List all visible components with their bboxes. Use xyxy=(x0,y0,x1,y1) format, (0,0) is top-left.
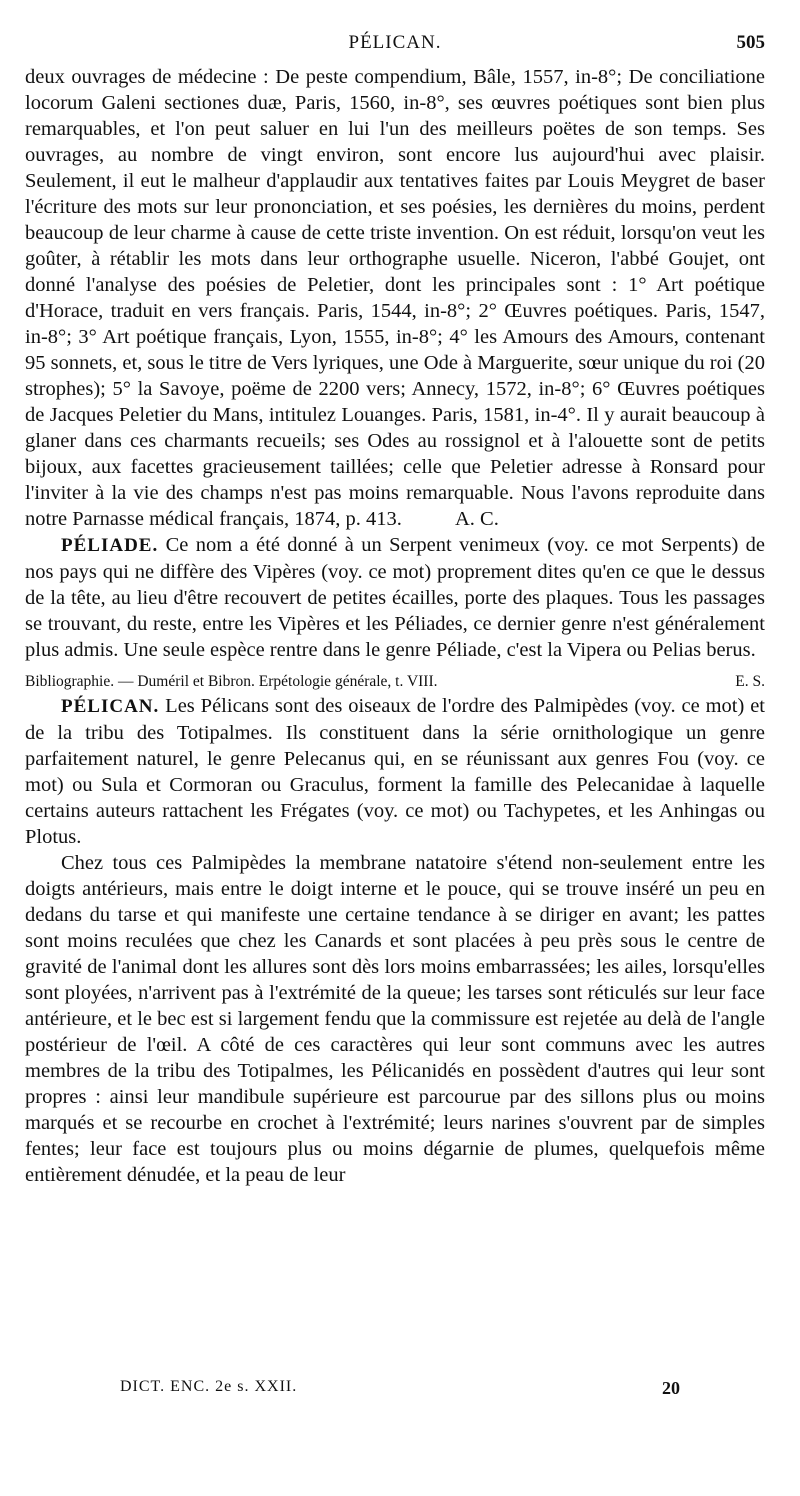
body-text xyxy=(25,64,765,1188)
page-footer xyxy=(120,1378,680,1402)
article-peliade xyxy=(25,532,765,663)
sheet-number: 20 xyxy=(662,1378,680,1398)
running-head xyxy=(25,32,765,56)
headword-pelican: PÉLICAN. xyxy=(61,696,160,717)
pelican-para1: Les Pélicans sont des oiseaux de l'ordre des Palmipèdes (voy. ce mot) et de la tribu des Totipalmes. Ils constituent dans la série ornithologique un genre parfaitement naturel, le genre Pelecanus qui, en se réunissant aux genres Fou (voy. ce mot) ou Sula et Cormoran ou Graculus, forment la famille des Pelecanidae à laquelle certains auteurs rattachent les Frégates (voy. ce mot) ou Tachypetes, et les Anhingas ou Plotus. xyxy=(25,695,765,848)
author-signature: E. S. xyxy=(735,673,765,690)
headword-peliade: PÉLIADE. xyxy=(61,535,159,556)
author-signature: A. C. xyxy=(454,508,499,530)
running-title: PÉLICAN. xyxy=(348,32,442,53)
page-number: 505 xyxy=(736,32,765,53)
article-pelican xyxy=(25,693,765,850)
peliade-text: Ce nom a été donné à un Serpent venimeux (voy. ce mot Serpents) de nos pays qui ne diffère des Vipères (voy. ce mot) proprement dites qu'en ce que le dessus de la tête, au lieu d'être recouvert de petites écailles, porte des plaques. Tous les passages se trouvant, du reste, entre les Vipères et les Péliades, ce dernier genre n'est généralement plus admis. Une seule espèce rentre dans le genre Péliade, c'est la Vipera ou Pelias berus. xyxy=(25,534,765,661)
article-pelican-para2 xyxy=(25,850,765,1188)
bibliography-text: Bibliographie. — Duméril et Bibron. Erpétologie générale, t. VIII. xyxy=(25,673,438,690)
document-page xyxy=(25,0,765,1496)
continuation-text: deux ouvrages de médecine : De peste compendium, Bâle, 1557, in-8°; De conciliatione locorum Galeni sectiones duæ, Paris, 1560, in-8°, ses œuvres poétiques sont bien plus remarquables, et l'on peut saluer en lui l'un des meilleurs poëtes de son temps. Ses ouvrages, au nombre de vingt environ, sont encore lus aujourd'hui avec plaisir. Seulement, il eut le malheur d'applaudir aux tentatives faites par Louis Meygret de baser l'écriture des mots sur leur prononciation, et ses poésies, les dernières du moins, perdent beaucoup de leur charme à cause de cette triste invention. On est réduit, lorsqu'on veut les goûter, à rétablir les mots dans leur orthographe usuelle. Niceron, l'abbé Goujet, ont donné l'analyse des poésies de Peletier, dont les principales sont : 1° Art poétique d'Horace, traduit en vers français. Paris, 1544, in-8°; 2° Œuvres poétiques. Paris, 1547, in-8°; 3° Art poétique français, Lyon, 1555, in-8°; 4° les Amours des Amours, contenant 95 sonnets, et, sous le titre de Vers lyriques, une Ode à Marguerite, sœur unique du roi (20 strophes); 5° la Savoye, poëme de 2200 vers; Annecy, 1572, in-8°; 6° Œuvres poétiques de Jacques Peletier du Mans, intitulez Louanges. Paris, 1581, in-4°. Il y aurait beaucoup à glaner dans ces charmants recueils; ses Odes au rossignol et à l'alouette sont de petits bijoux, aux facettes gracieusement taillées; celle que Peletier adresse à Ronsard pour l'inviter à la vie des champs n'est pas moins remarquable. Nous l'avons reproduite dans notre Parnasse médical français, 1874, p. 413. xyxy=(25,66,765,530)
bibliography-line xyxy=(25,671,765,693)
continuation-paragraph xyxy=(25,64,765,532)
pelican-para2: Chez tous ces Palmipèdes la membrane natatoire s'étend non-seulement entre les doigts antérieurs, mais entre le doigt interne et le pouce, qui se trouve inséré un peu en dedans du tarse et qui manifeste une certaine tendance à se diriger en avant; les pattes sont moins reculées que chez les Canards et sont placées à peu près sous le centre de gravité de l'animal dont les allures sont dès lors moins embarrassées; les ailes, lorsqu'elles sont ployées, n'arrivent pas à l'extrémité de la queue; les tarses sont réticulés sur leur face antérieure, et le bec est si largement fendu que la commissure est rejetée au delà de l'angle postérieur de l'œil. A côté de ces caractères qui leur sont communs avec les autres membres de la tribu des Totipalmes, les Pélicanidés en possèdent d'autres qui leur sont propres : ainsi leur mandibule supérieure est parcourue par des sillons plus ou moins marqués et se recourbe en crochet à l'extrémité; leurs narines s'ouvrent par de simples fentes; leur face est toujours plus ou moins dégarnie de plumes, quelquefois même entièrement dénudée, et la peau de leur xyxy=(25,852,765,1186)
signature-mark: DICT. ENC. 2e s. XXII. xyxy=(120,1378,298,1395)
